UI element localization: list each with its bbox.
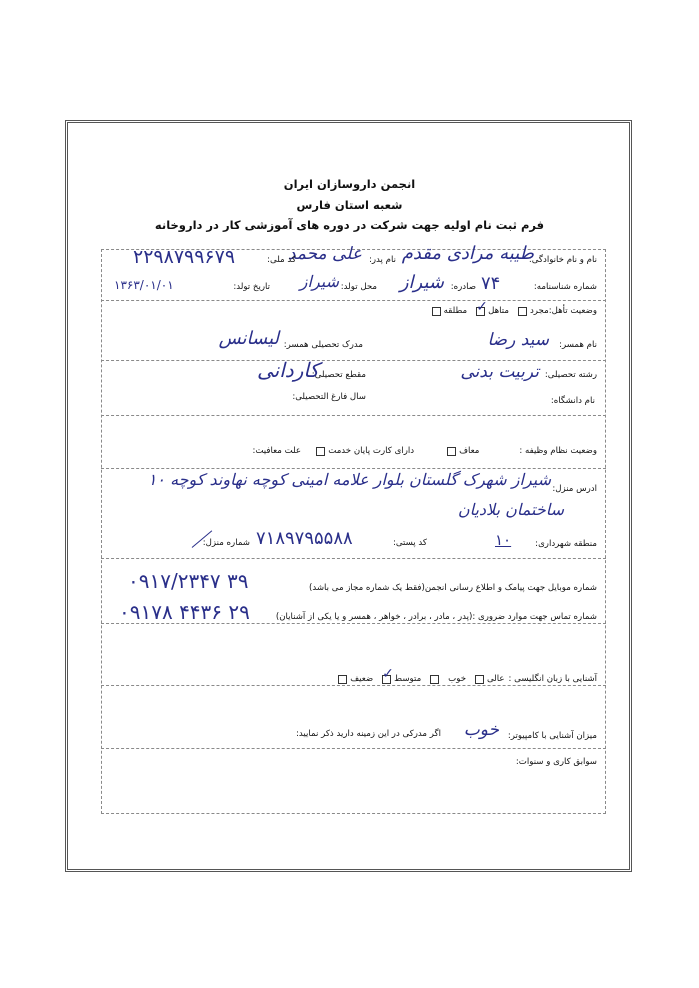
- english-option-good[interactable]: خوب: [427, 674, 466, 684]
- district-field[interactable]: ۱۰: [495, 531, 512, 549]
- divider: [101, 468, 606, 469]
- checkbox-average[interactable]: [382, 665, 394, 684]
- english-option-excellent[interactable]: عالی: [472, 674, 505, 684]
- checkbox-weak[interactable]: [338, 675, 347, 684]
- grad-year-label: سال فارغ التحصیلی:: [292, 392, 366, 402]
- branch-title: شعبه استان فارس: [296, 198, 403, 212]
- org-title: انجمن داروسازان ایران: [283, 177, 416, 191]
- work-experience-field[interactable]: [104, 770, 602, 810]
- spouse-education-label: مدرک تحصیلی همسر:: [283, 340, 363, 350]
- checkbox-good[interactable]: [430, 675, 439, 684]
- issued-label: صادره:: [450, 282, 476, 292]
- spouse-name-field[interactable]: سید رضا: [487, 330, 549, 350]
- full-name-label: نام و نام خانوادگی:: [528, 255, 597, 265]
- divider: [101, 300, 606, 301]
- address-line1[interactable]: شیراز شهرک گلستان بلوار علامه امینی کوچه نهاوند کوچه ۱۰: [147, 470, 551, 489]
- mobile-label: شماره موبایل جهت پیامک و اطلاع رسانی انجمن(فقط یک شماره مجاز می باشد): [308, 583, 597, 593]
- english-option-weak[interactable]: ضعیف: [335, 674, 373, 684]
- spouse-education-field[interactable]: لیسانس: [218, 328, 279, 349]
- exemption-reason-label: علت معافیت:: [252, 446, 301, 456]
- emergency-phone-label: شماره تماس جهت موارد ضروری :(پدر ، مادر ، برادر ، خواهر ، همسر و یا یکی از آشنایان): [275, 612, 597, 622]
- checkbox-excellent[interactable]: [475, 675, 484, 684]
- checkbox-single[interactable]: [518, 307, 527, 316]
- marital-option-married[interactable]: متاهل ✓: [476, 298, 509, 316]
- postal-code-label: کد پستی:: [392, 538, 427, 548]
- id-number-label: شماره شناسنامه:: [533, 282, 597, 292]
- postal-code-field[interactable]: ۷۱۸۹۷۹۵۵۸۸: [256, 528, 353, 549]
- military-status-group: [307, 446, 597, 456]
- issued-field[interactable]: شیراز: [399, 272, 444, 293]
- english-option-average[interactable]: متوسط ✓: [382, 665, 422, 684]
- english-level-group: [329, 665, 597, 684]
- divider: [101, 748, 606, 749]
- check-mark-icon: ✓: [382, 665, 394, 682]
- military-option-exempt[interactable]: معاف: [444, 446, 479, 456]
- national-id-label: کد ملی:: [267, 255, 296, 265]
- education-field-label: رشته تحصیلی:: [544, 370, 597, 380]
- check-mark-icon: ✓: [476, 298, 488, 315]
- education-field-value[interactable]: تربیت بدنی: [460, 362, 539, 382]
- house-number-label: شماره منزل:: [202, 538, 250, 548]
- form-title: فرم ثبت نام اولیه جهت شرکت در دوره های آموزشی کار در داروخانه: [154, 218, 545, 232]
- national-id-field[interactable]: ۲۲۹۸۷۹۹۶۷۹: [133, 246, 236, 268]
- checkbox-service-card[interactable]: [316, 447, 325, 456]
- birth-date-field[interactable]: ۱۳۶۳/۰۱/۰۱: [114, 278, 174, 292]
- divider: [101, 360, 606, 361]
- divider: [101, 685, 606, 686]
- birth-place-label: محل تولد:: [340, 282, 377, 292]
- computer-skill-label: میزان آشنایی با کامپیوتر:: [507, 731, 597, 741]
- address-line2[interactable]: ساختمان بلادیان: [457, 500, 564, 519]
- birth-place-field[interactable]: شیراز: [299, 272, 339, 291]
- university-label: نام دانشگاه:: [550, 396, 595, 406]
- father-name-label: نام پدر:: [368, 255, 396, 265]
- work-experience-label: سوابق کاری و سنوات:: [515, 757, 597, 767]
- checkbox-exempt[interactable]: [447, 447, 456, 456]
- education-level-label: مقطع تحصیلی:: [311, 370, 366, 380]
- mobile-field[interactable]: ۰۹۱۷/۲۳۴۷ ۳۹: [128, 569, 249, 593]
- id-number-field[interactable]: ۷۴: [481, 273, 501, 294]
- education-level-value[interactable]: کاردانی: [257, 358, 319, 382]
- divider: [101, 415, 606, 416]
- marital-option-single[interactable]: مجرد: [515, 306, 549, 316]
- father-name-field[interactable]: علی محمد: [287, 244, 362, 264]
- computer-certificate-label: اگر مدرکی در این زمینه دارید ذکر نمایید:: [295, 729, 441, 739]
- spouse-name-label: نام همسر:: [559, 340, 597, 350]
- checkbox-married[interactable]: [476, 298, 488, 316]
- marital-status-label: وضعیت تأهل:: [548, 306, 597, 316]
- checkbox-divorced[interactable]: [432, 307, 441, 316]
- english-label: آشنایی با زبان انگلیسی :: [508, 674, 597, 684]
- military-status-label: وضعیت نظام وظیفه :: [519, 446, 597, 456]
- marital-status-group: [423, 298, 597, 316]
- marital-option-divorced[interactable]: مطلقه: [429, 306, 467, 316]
- divider: [101, 558, 606, 559]
- birth-date-label: تاریخ تولد:: [233, 282, 270, 292]
- address-label: ادرس منزل:: [552, 484, 597, 494]
- emergency-phone-field[interactable]: ۰۹۱۷۸ ۴۴۳۶ ۲۹: [119, 600, 250, 624]
- full-name-field[interactable]: طیبه مرادی مقدم: [401, 243, 534, 264]
- district-label: منطقه شهرداری:: [535, 539, 597, 549]
- computer-skill-field[interactable]: خوب: [463, 720, 499, 740]
- military-option-card[interactable]: دارای کارت پایان خدمت: [313, 446, 414, 456]
